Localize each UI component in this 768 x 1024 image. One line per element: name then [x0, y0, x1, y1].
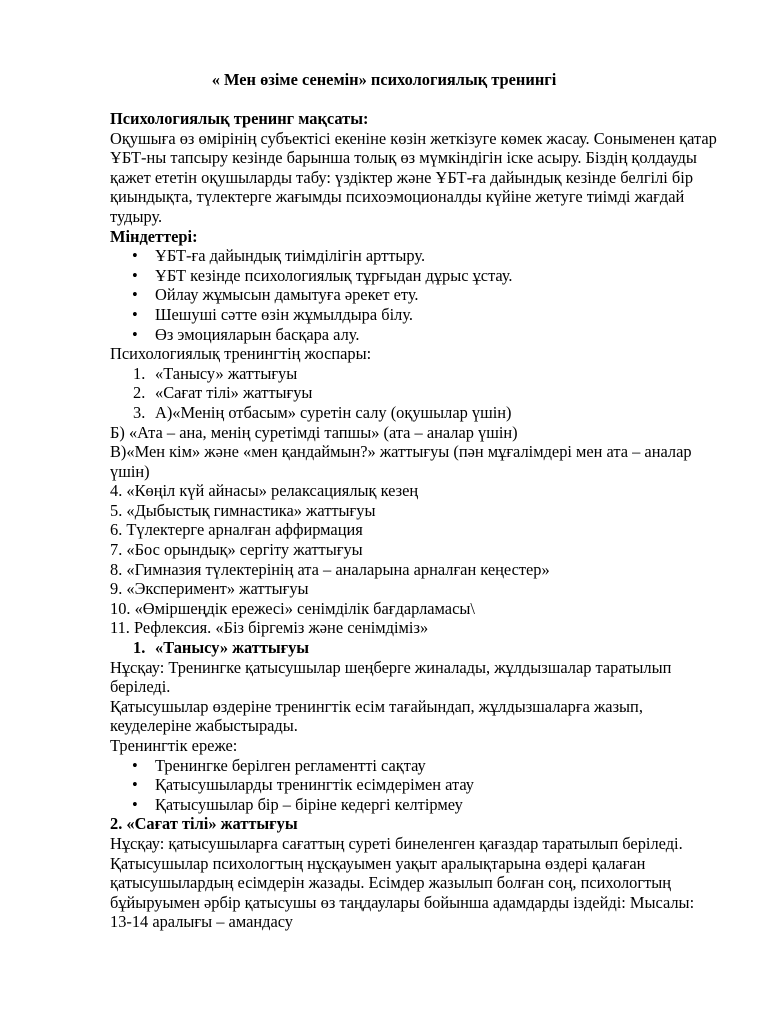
section1-heading	[110, 638, 720, 658]
task-item: • Өз эмоцияларын басқара алу.	[110, 325, 720, 345]
rule-item: • Қатысушыларды тренингтік есімдерімен атау	[110, 775, 720, 795]
plan-line: 9. «Эксперимент» жаттығуы	[110, 579, 309, 599]
plan-item	[110, 364, 720, 384]
section1-text: Қатысушылар өздеріне тренингтік есім тағайындап, жұлдызшаларға жазып, кеуделеріне жабыстырады.	[110, 696, 643, 736]
rules-list	[110, 756, 720, 815]
plan-item	[110, 383, 720, 403]
section1-number: 1.	[133, 638, 146, 658]
section1-instruction: Нұсқау: Тренингке қатысушылар шеңберге жиналады, жұлдызшалар таратылып беріледі.	[110, 657, 672, 697]
plan-heading: Психологиялық тренингтің жоспары:	[110, 344, 372, 364]
goal-text: Оқушыға өз өмірінің субъектісі екеніне көзін жеткізуге көмек жасау. Соныменен қатар ҰБТ-ны тапсыру кезінде барынша толық өз мүмкіндігін іске асыру. Біздің қолдауды қажет ететін оқушыларды табу: үздіктер және ҰБТ-ға дайындық кезінде белгілі бір қиындықта, түлектерге жағымды психоэмоционалды күйіне жетуге тиімді жағдай тудыру.	[110, 128, 717, 226]
task-item: • Ойлау жұмысын дамытуға әрекет ету.	[110, 285, 720, 305]
plan-line: 7. «Бос орындық» сергіту жаттығуы	[110, 540, 363, 560]
rule-item: • Қатысушылар бір – біріне кедергі келтірмеу	[110, 795, 720, 815]
plan-item-number: 2.	[133, 383, 146, 403]
section2-heading: 2. «Сағат тілі» жаттығуы	[110, 814, 298, 834]
plan-line: 6. Түлектерге арналған аффирмация	[110, 520, 363, 540]
goal-heading: Психологиялық тренинг мақсаты:	[110, 109, 369, 128]
tasks-list	[110, 246, 720, 344]
plan-item-text: «Сағат тілі» жаттығуы	[155, 383, 313, 403]
plan-item-number: 3.	[133, 402, 146, 422]
plan-line: В)«Мен кім» және «мен қандаймын?» жаттығуы (пән мұғалімдері мен ата – аналар үшін)	[110, 442, 692, 481]
rules-heading: Тренингтік ереже:	[110, 736, 238, 755]
plan-line: 8. «Гимназия түлектерінің ата – аналарына арналған кеңестер»	[110, 559, 550, 579]
section2-text: Нұсқау: қатысушыларға сағаттың суреті бинеленген қағаздар таратылып беріледі. Қатысушылар психологтың нұсқауымен уақыт аралықтарына өздері қалаған қатысушылардың есімдерін жазады. Есімдер жазылып болған соң, психологтың бұйыруымен әрбір қатысушы өз таңдаулары бойынша адамдарды іздейді: Мысалы:	[110, 833, 695, 912]
plan-item	[110, 403, 720, 423]
section1-heading-text: «Танысу» жаттығуы	[155, 638, 310, 658]
section2-example: 13-14 аралығы – амандасу	[110, 912, 293, 932]
plan-item-number: 1.	[133, 363, 146, 383]
plan-numbered-list	[110, 364, 720, 423]
document-title: « Мен өзіме сенемін» психологиялық тренингі	[211, 70, 557, 89]
task-item: • Шешуші сәтте өзін жұмылдыра білу.	[110, 305, 720, 325]
plan-line: 10. «Өміршеңдік ережесі» сенімділік бағдарламасы\	[110, 598, 475, 618]
tasks-heading: Міндеттері:	[110, 226, 198, 246]
task-item: • ҰБТ кезінде психологиялық тұрғыдан дұрыс ұстау.	[110, 266, 720, 286]
plan-item-text: А)«Менің отбасым» суретін салу (оқушылар үшін)	[155, 402, 512, 422]
section1-heading-list	[110, 638, 720, 658]
document-body	[110, 109, 720, 932]
plan-line: 4. «Көңіл күй айнасы» релаксациялық кезең	[110, 481, 419, 501]
plan-line: 5. «Дыбыстық гимнастика» жаттығуы	[110, 500, 376, 520]
rule-item: • Тренингке берілген регламентті сақтау	[110, 756, 720, 776]
task-item: • ҰБТ-ға дайындық тиімділігін арттыру.	[110, 246, 720, 266]
plan-item-text: «Танысу» жаттығуы	[155, 363, 298, 383]
plan-line: Б) «Ата – ана, менің суретімді тапшы» (ата – аналар үшін)	[110, 422, 518, 442]
plan-line: 11. Рефлексия. «Біз біргеміз және сенімдіміз»	[110, 618, 429, 638]
